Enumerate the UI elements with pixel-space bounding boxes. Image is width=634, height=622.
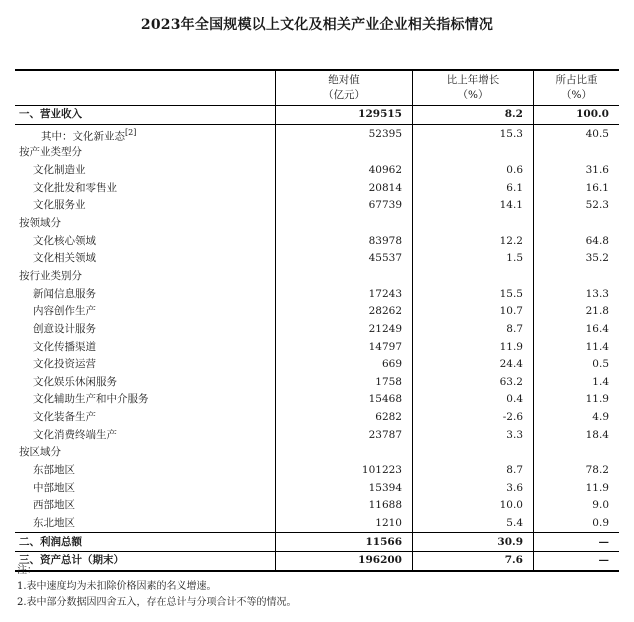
row-growth: 3.6	[413, 479, 534, 497]
row-share: 18.4	[534, 426, 620, 444]
header-label-cell	[15, 70, 276, 106]
row-share: —	[534, 551, 620, 570]
row-absolute-value: 28262	[276, 303, 413, 321]
row-growth: 6.1	[413, 179, 534, 197]
row-absolute-value	[276, 444, 413, 462]
row-label: 一、营业收入	[15, 106, 276, 125]
row-growth: 1.5	[413, 250, 534, 268]
table-row	[15, 444, 619, 462]
note-1: 1.表中速度均为未扣除价格因素的名义增速。	[17, 581, 217, 592]
row-label: 内容创作生产	[33, 305, 96, 318]
row-share: 52.3	[534, 197, 620, 215]
table-row	[15, 215, 619, 233]
row-share: 11.4	[534, 338, 620, 356]
row-label: 文化装备生产	[33, 411, 96, 424]
row-share	[534, 215, 620, 233]
notes-heading: 注：	[17, 565, 37, 576]
row-label: 二、利润总额	[15, 533, 276, 552]
header-absolute-value-unit: （亿元）	[323, 89, 365, 101]
table-row	[15, 515, 619, 533]
row-label: 中部地区	[33, 481, 75, 494]
row-absolute-value: 14797	[276, 338, 413, 356]
row-absolute-value: 17243	[276, 285, 413, 303]
row-growth: 24.4	[413, 356, 534, 374]
row-absolute-value: 52395	[276, 124, 413, 144]
header-growth-unit: （%）	[457, 89, 489, 101]
row-share: 31.6	[534, 162, 620, 180]
row-label: 西部地区	[33, 499, 75, 512]
row-growth: 10.7	[413, 303, 534, 321]
table-row	[15, 162, 619, 180]
header-absolute-value-line1: 绝对值	[328, 74, 360, 86]
row-absolute-value: 1758	[276, 373, 413, 391]
row-absolute-value: 40962	[276, 162, 413, 180]
table-row	[15, 373, 619, 391]
row-share: 13.3	[534, 285, 620, 303]
table-row	[15, 497, 619, 515]
row-label: 文化传播渠道	[33, 340, 96, 353]
table-row	[15, 197, 619, 215]
row-growth: 63.2	[413, 373, 534, 391]
row-label: 创意设计服务	[33, 322, 96, 335]
row-absolute-value: 669	[276, 356, 413, 374]
header-share-unit: （%）	[561, 89, 592, 101]
row-label	[15, 124, 276, 144]
row-absolute-value: 196200	[276, 551, 413, 570]
row-share: 100.0	[534, 106, 620, 125]
header-share	[534, 70, 620, 106]
row-share	[534, 268, 620, 286]
row-absolute-value: 45537	[276, 250, 413, 268]
row-growth: 10.0	[413, 497, 534, 515]
row-share	[534, 444, 620, 462]
row-share	[534, 144, 620, 162]
row-growth	[413, 444, 534, 462]
row-growth: 8.7	[413, 321, 534, 339]
table-row	[15, 426, 619, 444]
table-row	[15, 462, 619, 480]
row-growth: -2.6	[413, 409, 534, 427]
row-label: 文化消费终端生产	[33, 428, 117, 441]
row-share: 21.8	[534, 303, 620, 321]
row-growth	[413, 144, 534, 162]
row-growth: 0.4	[413, 391, 534, 409]
row-absolute-value: 15468	[276, 391, 413, 409]
row-label: 东部地区	[33, 463, 75, 476]
row-absolute-value: 23787	[276, 426, 413, 444]
table-header-row	[15, 70, 619, 106]
row-share: 4.9	[534, 409, 620, 427]
row-growth: 15.5	[413, 285, 534, 303]
row-share: 0.5	[534, 356, 620, 374]
footnote-marker: [2]	[125, 127, 137, 137]
row-label: 三、资产总计（期末）	[15, 551, 276, 570]
row-growth	[413, 268, 534, 286]
row-label: 按行业类别分	[19, 269, 82, 282]
table-notes	[17, 563, 297, 611]
row-growth: 14.1	[413, 197, 534, 215]
row-growth: 7.6	[413, 551, 534, 570]
row-growth: 30.9	[413, 533, 534, 552]
row-share: 35.2	[534, 250, 620, 268]
row-share: 16.1	[534, 179, 620, 197]
table-row	[15, 303, 619, 321]
note-2: 2.表中部分数据因四舍五入，存在总计与分项合计不等的情况。	[17, 597, 297, 608]
table-row	[15, 391, 619, 409]
table-row	[15, 356, 619, 374]
row-growth: 8.2	[413, 106, 534, 125]
row-label: 按产业类型分	[19, 146, 82, 159]
row-share: 9.0	[534, 497, 620, 515]
row-growth: 12.2	[413, 232, 534, 250]
row-label-text: 其中：文化新业态	[41, 130, 125, 143]
row-share: 16.4	[534, 321, 620, 339]
row-absolute-value: 15394	[276, 479, 413, 497]
row-label: 文化服务业	[33, 199, 86, 212]
header-growth	[413, 70, 534, 106]
page-title: 2023年全国规模以上文化及相关产业企业相关指标情况	[140, 17, 494, 33]
row-absolute-value: 1210	[276, 515, 413, 533]
row-absolute-value: 20814	[276, 179, 413, 197]
row-growth: 0.6	[413, 162, 534, 180]
table-row	[15, 533, 619, 552]
row-label: 文化批发和零售业	[33, 181, 117, 194]
row-label: 按领域分	[19, 217, 61, 230]
row-label: 文化辅助生产和中介服务	[33, 393, 149, 406]
row-absolute-value	[276, 215, 413, 233]
header-growth-line1: 比上年增长	[446, 74, 500, 86]
table-row	[15, 285, 619, 303]
row-absolute-value	[276, 268, 413, 286]
indicator-table	[15, 69, 619, 572]
row-growth	[413, 215, 534, 233]
row-absolute-value: 11688	[276, 497, 413, 515]
row-label: 文化核心领域	[33, 234, 96, 247]
row-label: 文化相关领域	[33, 252, 96, 265]
row-absolute-value: 129515	[276, 106, 413, 125]
table-row	[15, 338, 619, 356]
row-absolute-value	[276, 144, 413, 162]
table-row	[15, 144, 619, 162]
row-label: 文化投资运营	[33, 358, 96, 371]
table-row	[15, 124, 619, 144]
table-row	[15, 321, 619, 339]
row-share: 64.8	[534, 232, 620, 250]
row-share: 11.9	[534, 479, 620, 497]
row-growth: 11.9	[413, 338, 534, 356]
table-row	[15, 250, 619, 268]
row-label: 文化制造业	[33, 164, 86, 177]
row-label: 文化娱乐休闲服务	[33, 375, 117, 388]
row-share: 0.9	[534, 515, 620, 533]
row-absolute-value: 83978	[276, 232, 413, 250]
row-share: 1.4	[534, 373, 620, 391]
row-growth: 5.4	[413, 515, 534, 533]
table-row	[15, 232, 619, 250]
table-row	[15, 268, 619, 286]
header-share-line1: 所占比重	[555, 74, 598, 86]
row-absolute-value: 21249	[276, 321, 413, 339]
table-row	[15, 409, 619, 427]
row-absolute-value: 6282	[276, 409, 413, 427]
row-absolute-value: 101223	[276, 462, 413, 480]
row-label: 新闻信息服务	[33, 287, 96, 300]
row-label: 东北地区	[15, 515, 276, 533]
row-absolute-value: 67739	[276, 197, 413, 215]
row-share: 40.5	[534, 124, 620, 144]
table-row	[15, 106, 619, 125]
row-growth: 15.3	[413, 124, 534, 144]
row-share: 78.2	[534, 462, 620, 480]
row-absolute-value: 11566	[276, 533, 413, 552]
header-absolute-value	[276, 70, 413, 106]
row-growth: 8.7	[413, 462, 534, 480]
table-row	[15, 179, 619, 197]
row-share: 11.9	[534, 391, 620, 409]
row-label: 按区域分	[19, 446, 61, 459]
row-growth: 3.3	[413, 426, 534, 444]
table-row	[15, 479, 619, 497]
row-share: —	[534, 533, 620, 552]
